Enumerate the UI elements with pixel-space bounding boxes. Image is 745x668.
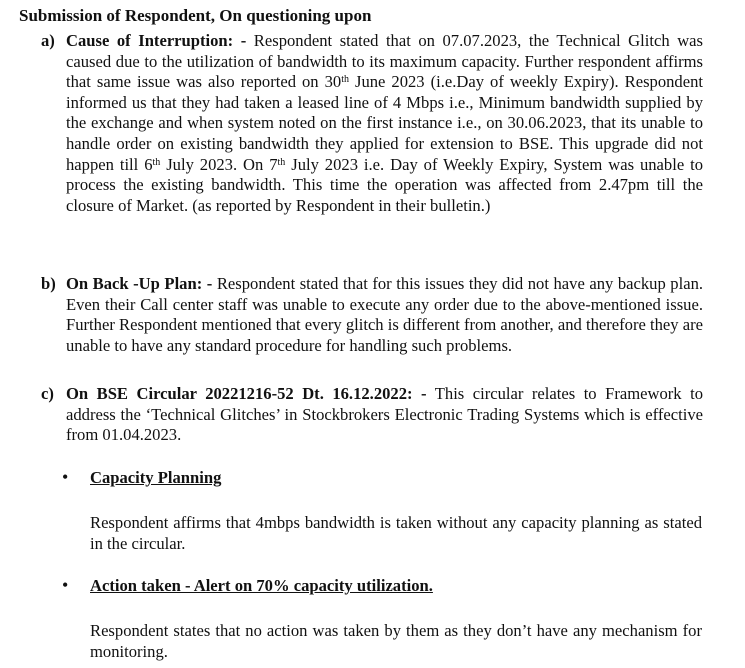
item-marker-a: a) bbox=[41, 31, 55, 50]
item-text-part: July 2023. On 7 bbox=[160, 154, 278, 174]
bullet-icon: • bbox=[62, 575, 69, 595]
item-body bbox=[66, 274, 703, 356]
ordinal-suffix: th bbox=[152, 156, 161, 168]
item-text-part: June 2023 (i.e.Day of weekly Expiry). Respondent informed us that they had taken a leased line of 4 Mbps i.e., Minimum bandwidth supplied by the exchange and when system noted on the first instance i.e., on 30.06.2023, that its unable to handle order on existing bandwidth they applied for extension to BSE. This upgrade did not happen till 6 bbox=[66, 72, 703, 174]
item-marker-b: b) bbox=[41, 274, 56, 293]
item-text: Respondent stated that for this issues they did not have any backup plan. Even their Call center staff was unable to execute any order due to the above-mentioned issue. Further Respondent mentioned that every glitch is different from another, and therefore they are unable to have any standard procedure for handling such problems. bbox=[66, 274, 704, 355]
item-label: Cause of Interruption: - bbox=[66, 31, 247, 50]
item-bse-circular bbox=[41, 384, 703, 446]
bullet-text: Respondent affirms that 4mbps bandwidth is taken without any capacity planning as stated in the circular. bbox=[90, 513, 702, 553]
ordinal-suffix: th bbox=[341, 74, 349, 86]
bullet-icon: • bbox=[62, 467, 69, 487]
item-backup-plan bbox=[41, 274, 703, 356]
bullet-text: Respondent states that no action was taken by them as they don’t have any mechanism for monitoring. bbox=[90, 621, 702, 661]
item-cause-of-interruption bbox=[41, 31, 703, 216]
item-text-part: Respondent stated that on 07.07.2023, the Technical Glitch was caused due to the utilization of bandwidth to its maximum capacity. Further respondent affirms that same issue was also reported on 30 bbox=[66, 31, 703, 92]
item-label: On Back -Up Plan: - bbox=[66, 274, 213, 293]
bullet-title-action-taken: Action taken - Alert on 70% capacity utilization. bbox=[90, 576, 433, 595]
section-heading: Submission of Respondent, On questioning upon bbox=[19, 6, 372, 25]
item-marker-c: c) bbox=[41, 384, 54, 403]
item-body bbox=[66, 31, 703, 216]
ordinal-suffix: th bbox=[277, 156, 286, 168]
bullet-title-capacity-planning: Capacity Planning bbox=[90, 468, 222, 487]
item-text-part: July 2023 i.e. Day of Weekly Expiry, System was unable to process the existing bandwidth. This time the operation was affected from 2.47pm till the closure of Market. (as reported by Respondent in their bulletin.) bbox=[66, 154, 704, 215]
item-body bbox=[66, 384, 703, 446]
item-text: This circular relates to Framework to address the ‘Technical Glitches’ in Stockbrokers Electronic Trading Systems which is effective from 01.04.2023. bbox=[66, 384, 703, 445]
item-label: On BSE Circular 20221216-52 Dt. 16.12.2022: - bbox=[66, 384, 427, 403]
